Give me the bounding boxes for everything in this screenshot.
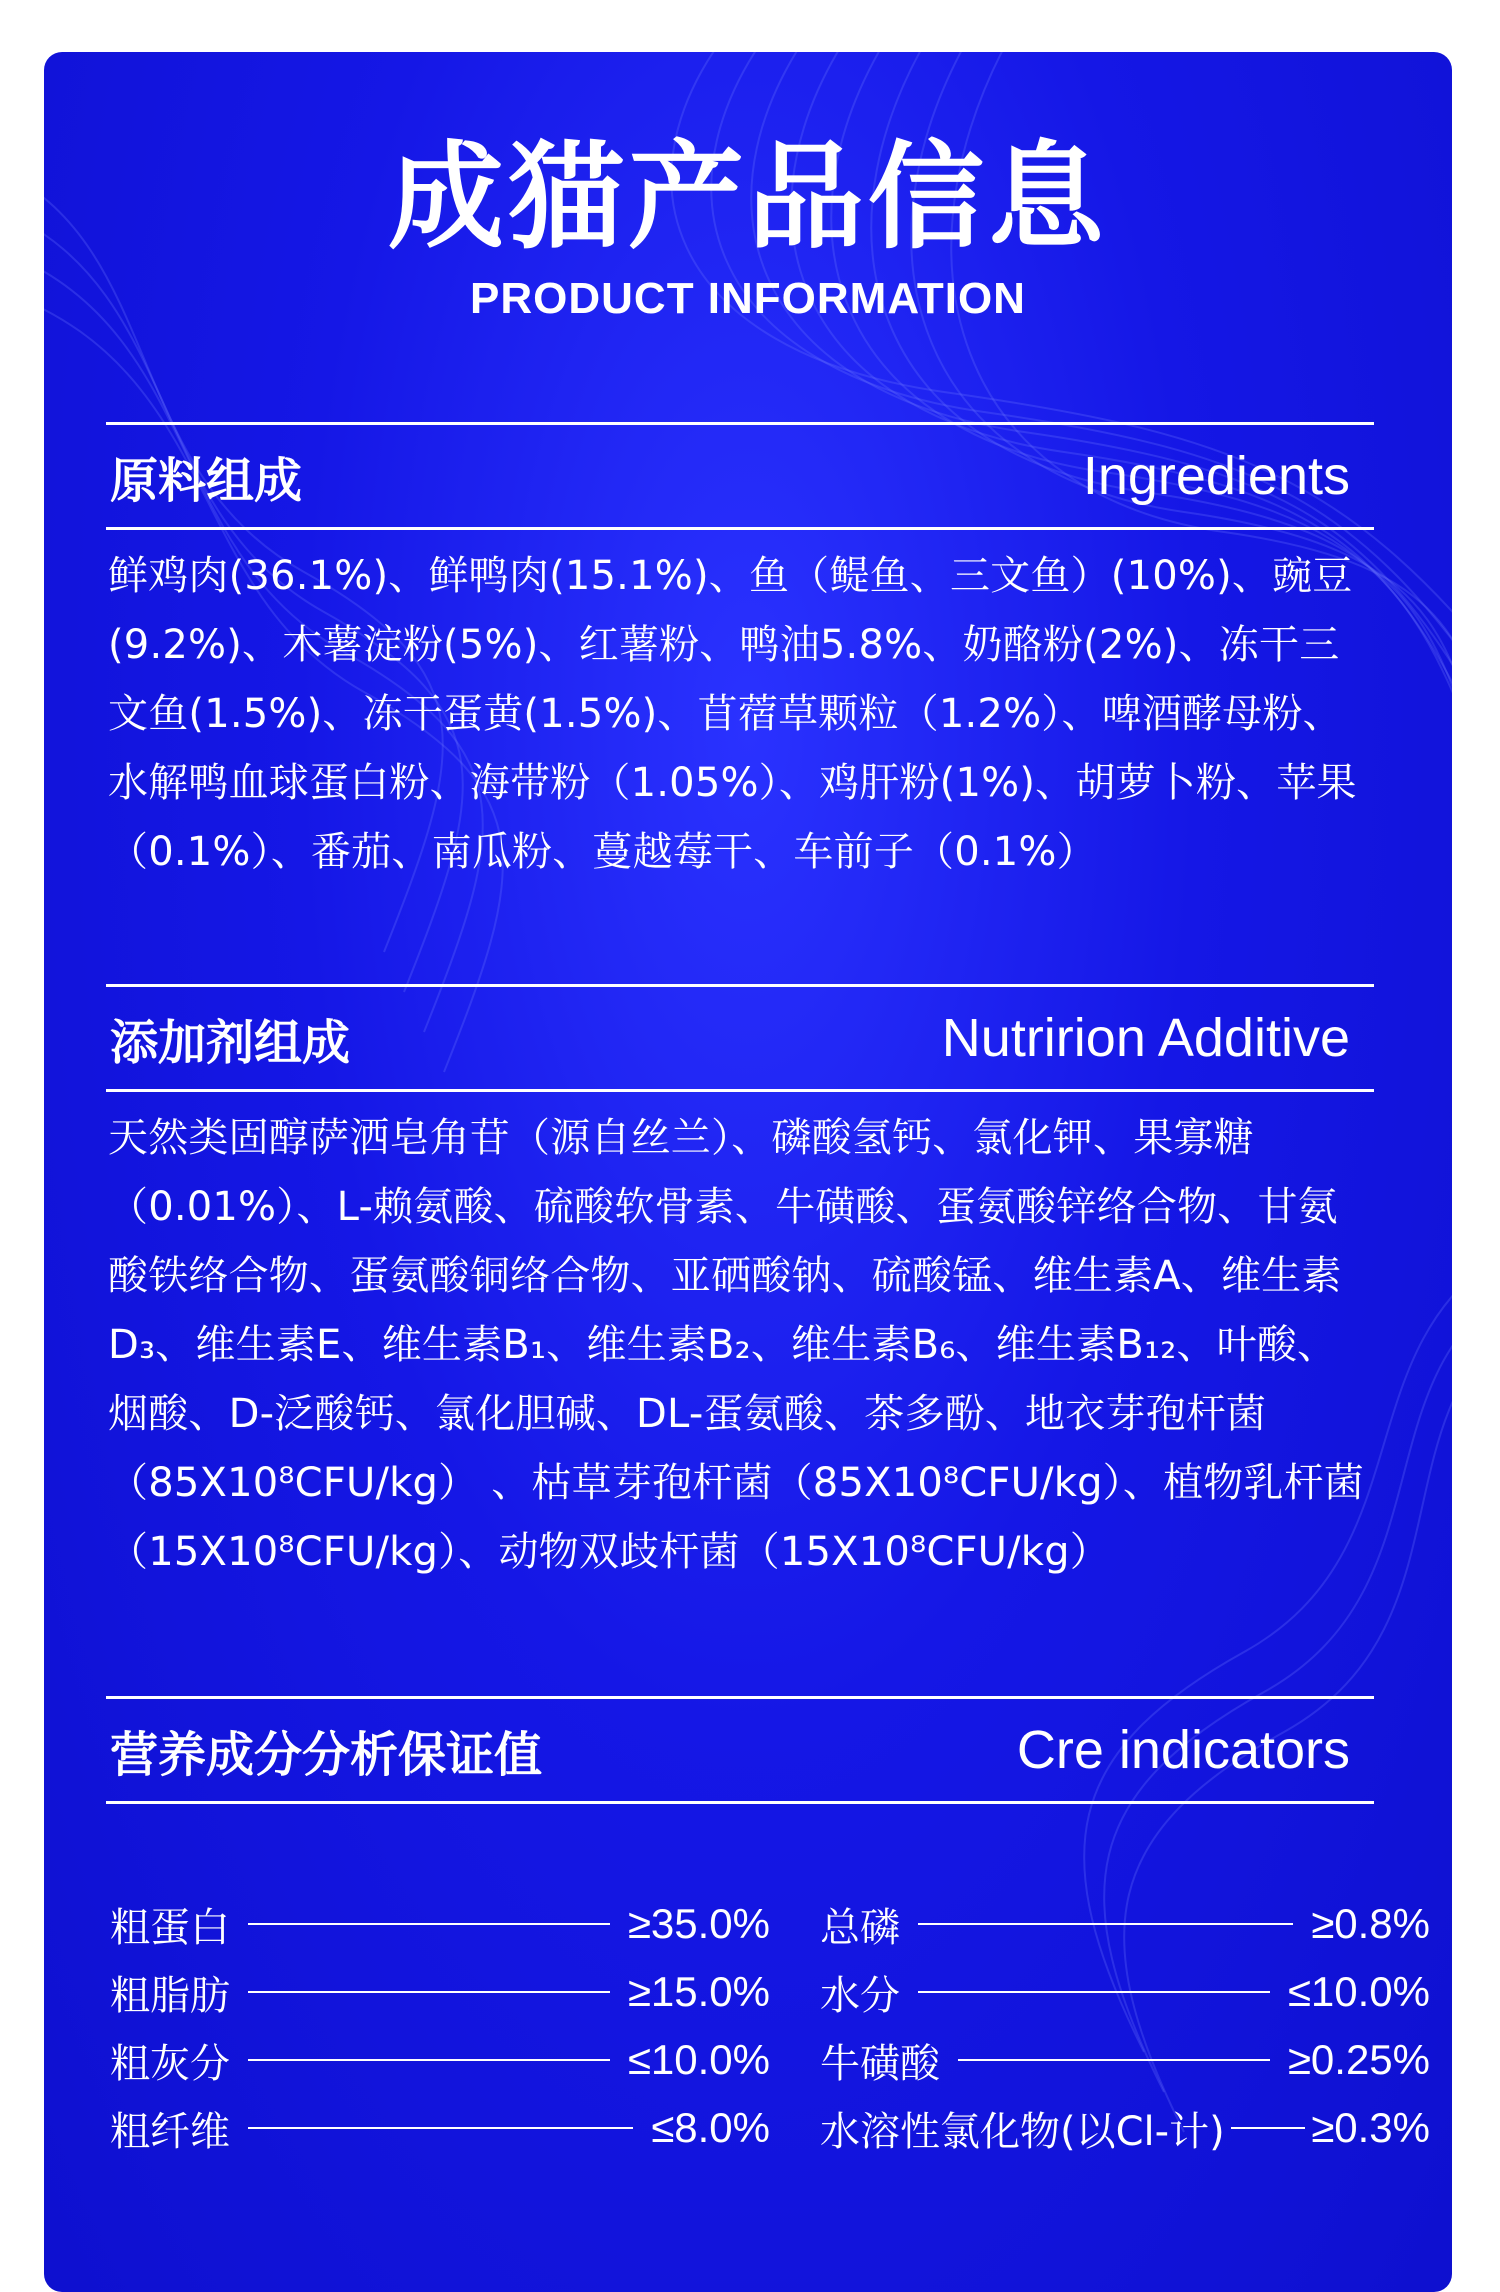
- analysis-label: 粗脂肪: [110, 1972, 230, 2019]
- analysis-value: ≥35.0%: [627, 1900, 770, 1947]
- ingredients-header: [106, 425, 1374, 527]
- additives-header: [106, 987, 1374, 1089]
- ingredients-title-cn: 原料组成: [110, 452, 303, 509]
- ingredients-text: 鲜鸡肉(36.1%)、鲜鸭肉(15.1%)、鱼（鳀鱼、三文鱼）(10%)、豌豆(9.2%)、木薯淀粉(5%)、红薯粉、鸭油5.8%、奶酪粉(2%)、冻干三文鱼(1.5%)、冻干蛋黄(1.5%)、苜蓿草颗粒（1.2%）、啤酒酵母粉、水解鸭血球蛋白粉、海带粉（1.05%）、鸡肝粉(1%)、胡萝卜粉、苹果（0.1%）、番茄、南瓜粉、蔓越莓干、车前子（0.1%）: [108, 553, 1357, 875]
- leader-line: [958, 2059, 1270, 2061]
- leader-line: [248, 2127, 633, 2129]
- page-title: 成猫产品信息: [388, 130, 1108, 265]
- additives-section: [106, 984, 1374, 1587]
- analysis-label: 水溶性氯化物(以Cl-计): [820, 2108, 1225, 2155]
- analysis-row: [820, 2026, 1430, 2094]
- additives-title-en: Nutririon Additive: [941, 1008, 1350, 1068]
- analysis-title-cn: 营养成分分析保证值: [110, 1726, 543, 1783]
- analysis-row: [110, 1890, 770, 1958]
- analysis-row: [820, 2094, 1430, 2162]
- analysis-row: [820, 1890, 1430, 1958]
- analysis-label: 粗纤维: [110, 2108, 230, 2155]
- analysis-row: [110, 2094, 770, 2162]
- leader-line: [918, 1991, 1270, 1993]
- analysis-title-en: Cre indicators: [1016, 1720, 1350, 1780]
- analysis-value: ≥0.8%: [1311, 1900, 1430, 1947]
- ingredients-title-en: Ingredients: [1082, 446, 1350, 506]
- additives-text: 天然类固醇萨洒皂角苷（源自丝兰）、磷酸氢钙、氯化钾、果寡糖（0.01%）、L-赖氨酸、硫酸软骨素、牛磺酸、蛋氨酸锌络合物、甘氨酸铁络合物、蛋氨酸铜络合物、亚硒酸钠、硫酸锰、维生素A、维生素D₃、维生素E、维生素B₁、维生素B₂、维生素B₆、维生素B₁₂、叶酸、烟酸、D-泛酸钙、氯化胆碱、DL-蛋氨酸、茶多酚、地衣芽孢杆菌（85X10⁸CFU/kg） 、枯草芽孢杆菌（85X10⁸CFU/kg）、植物乳杆菌（15X10⁸CFU/kg）、动物双歧杆菌（15X10⁸CFU/kg）: [108, 1115, 1365, 1575]
- analysis-label: 粗蛋白: [110, 1904, 230, 1951]
- additives-title-cn: 添加剂组成: [110, 1014, 351, 1071]
- analysis-label: 牛磺酸: [820, 2040, 940, 2087]
- analysis-value: ≥0.3%: [1311, 2104, 1430, 2151]
- analysis-row: [110, 1958, 770, 2026]
- analysis-right-column: [820, 1890, 1430, 2162]
- leader-line: [248, 1991, 610, 1993]
- leader-line: [248, 1923, 610, 1925]
- analysis-value: ≤10.0%: [627, 2036, 770, 2083]
- ingredients-section: [106, 422, 1374, 887]
- analysis-value: ≥15.0%: [627, 1968, 770, 2015]
- analysis-header: [106, 1699, 1374, 1801]
- analysis-left-column: [110, 1890, 770, 2162]
- analysis-label: 总磷: [820, 1904, 900, 1951]
- analysis-value: ≤8.0%: [651, 2104, 770, 2151]
- product-info-card: [44, 52, 1452, 2292]
- leader-line: [918, 1923, 1293, 1925]
- analysis-section: [106, 1696, 1374, 1804]
- analysis-value: ≤10.0%: [1287, 1968, 1430, 2015]
- analysis-value: ≥0.25%: [1287, 2036, 1430, 2083]
- leader-line: [248, 2059, 610, 2061]
- page-subtitle: PRODUCT INFORMATION: [470, 274, 1026, 323]
- analysis-row: [820, 1958, 1430, 2026]
- section-divider: [106, 1801, 1374, 1804]
- analysis-row: [110, 2026, 770, 2094]
- leader-line: [1231, 2127, 1306, 2129]
- analysis-label: 水分: [820, 1972, 900, 2019]
- analysis-label: 粗灰分: [110, 2040, 230, 2087]
